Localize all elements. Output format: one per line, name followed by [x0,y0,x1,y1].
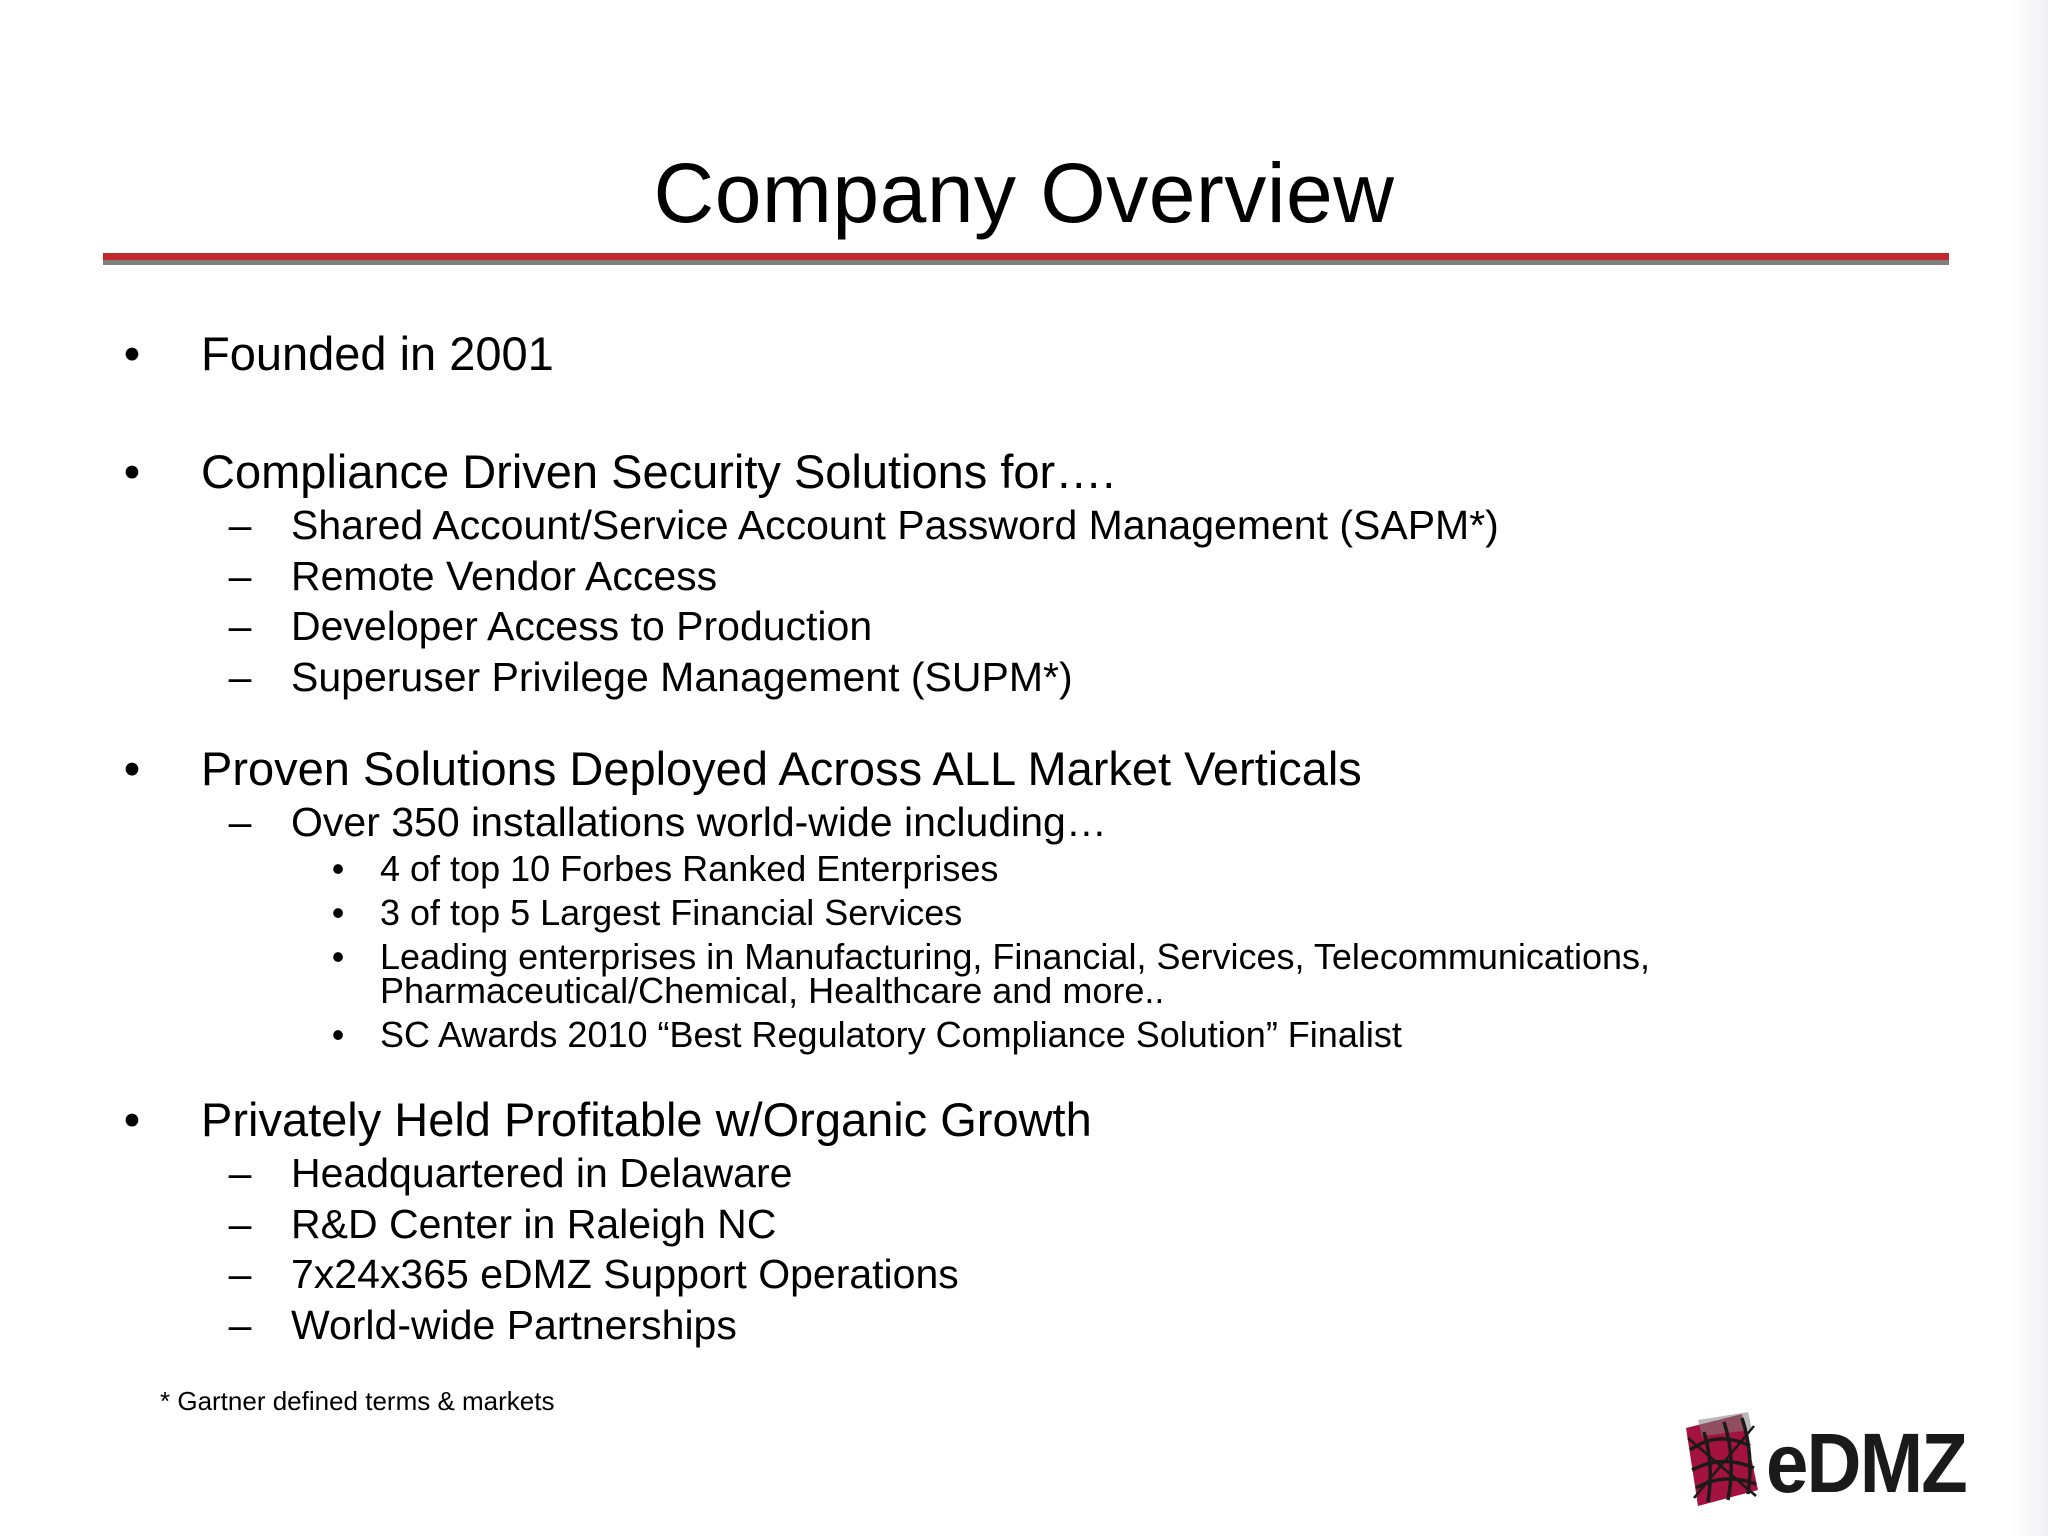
dash-marker: – [228,553,252,599]
subitem-support-operations: 7x24x365 eDMZ Support Operations [291,1251,959,1297]
dash-marker: – [228,603,252,649]
dash-marker: – [228,1150,252,1196]
dash-marker: – [228,654,252,700]
bullet-marker: • [331,936,345,977]
bullet-marker: • [123,742,141,795]
bullet-marker: • [123,1093,141,1146]
detail-forbes: 4 of top 10 Forbes Ranked Enterprises [380,848,999,889]
dash-marker: – [228,799,252,845]
bullet-privately-held: Privately Held Profitable w/Organic Growth [201,1093,1092,1146]
title-underline-gray [103,260,1949,265]
detail-leading-enterprises: Leading enterprises in Manufacturing, Financial, Services, Telecommunications, [380,936,1650,977]
bullet-marker: • [123,327,141,380]
dash-marker: – [228,1251,252,1297]
bullet-marker: • [331,1014,345,1055]
logo-mark-icon [1686,1412,1758,1506]
detail-financial-services: 3 of top 5 Largest Financial Services [380,892,963,933]
title-underline-red [103,253,1949,260]
dash-marker: – [228,502,252,548]
title-underline [103,253,1949,265]
subitem-headquarters: Headquartered in Delaware [291,1150,793,1196]
dash-marker: – [228,1201,252,1247]
subitem-partnerships: World-wide Partnerships [291,1302,737,1348]
dash-marker: – [228,1302,252,1348]
bullet-marker: • [331,848,345,889]
subitem-sapm: Shared Account/Service Account Password Management (SAPM*) [291,502,1499,548]
subitem-remote-vendor: Remote Vendor Access [291,553,718,599]
bullet-marker: • [123,445,141,498]
subitem-supm: Superuser Privilege Management (SUPM*) [291,654,1073,700]
slide-title: Company Overview [653,146,1395,240]
subitem-developer-access: Developer Access to Production [291,603,873,649]
bullet-founded: Founded in 2001 [201,327,554,380]
edmz-logo [1678,1410,1974,1506]
bullet-proven-solutions: Proven Solutions Deployed Across ALL Market Verticals [201,742,1362,795]
logo-wordmark: eDMZ [1766,1416,1966,1506]
bullet-marker: • [331,892,345,933]
bullet-compliance: Compliance Driven Security Solutions for…. [201,445,1116,498]
detail-leading-enterprises-cont: Pharmaceutical/Chemical, Healthcare and more.. [380,970,1165,1011]
detail-sc-awards: SC Awards 2010 “Best Regulatory Compliance Solution” Finalist [380,1014,1402,1055]
subitem-rd-center: R&D Center in Raleigh NC [291,1201,777,1247]
subitem-installations: Over 350 installations world-wide including… [291,799,1107,845]
footnote: * Gartner defined terms & markets [160,1386,555,1416]
